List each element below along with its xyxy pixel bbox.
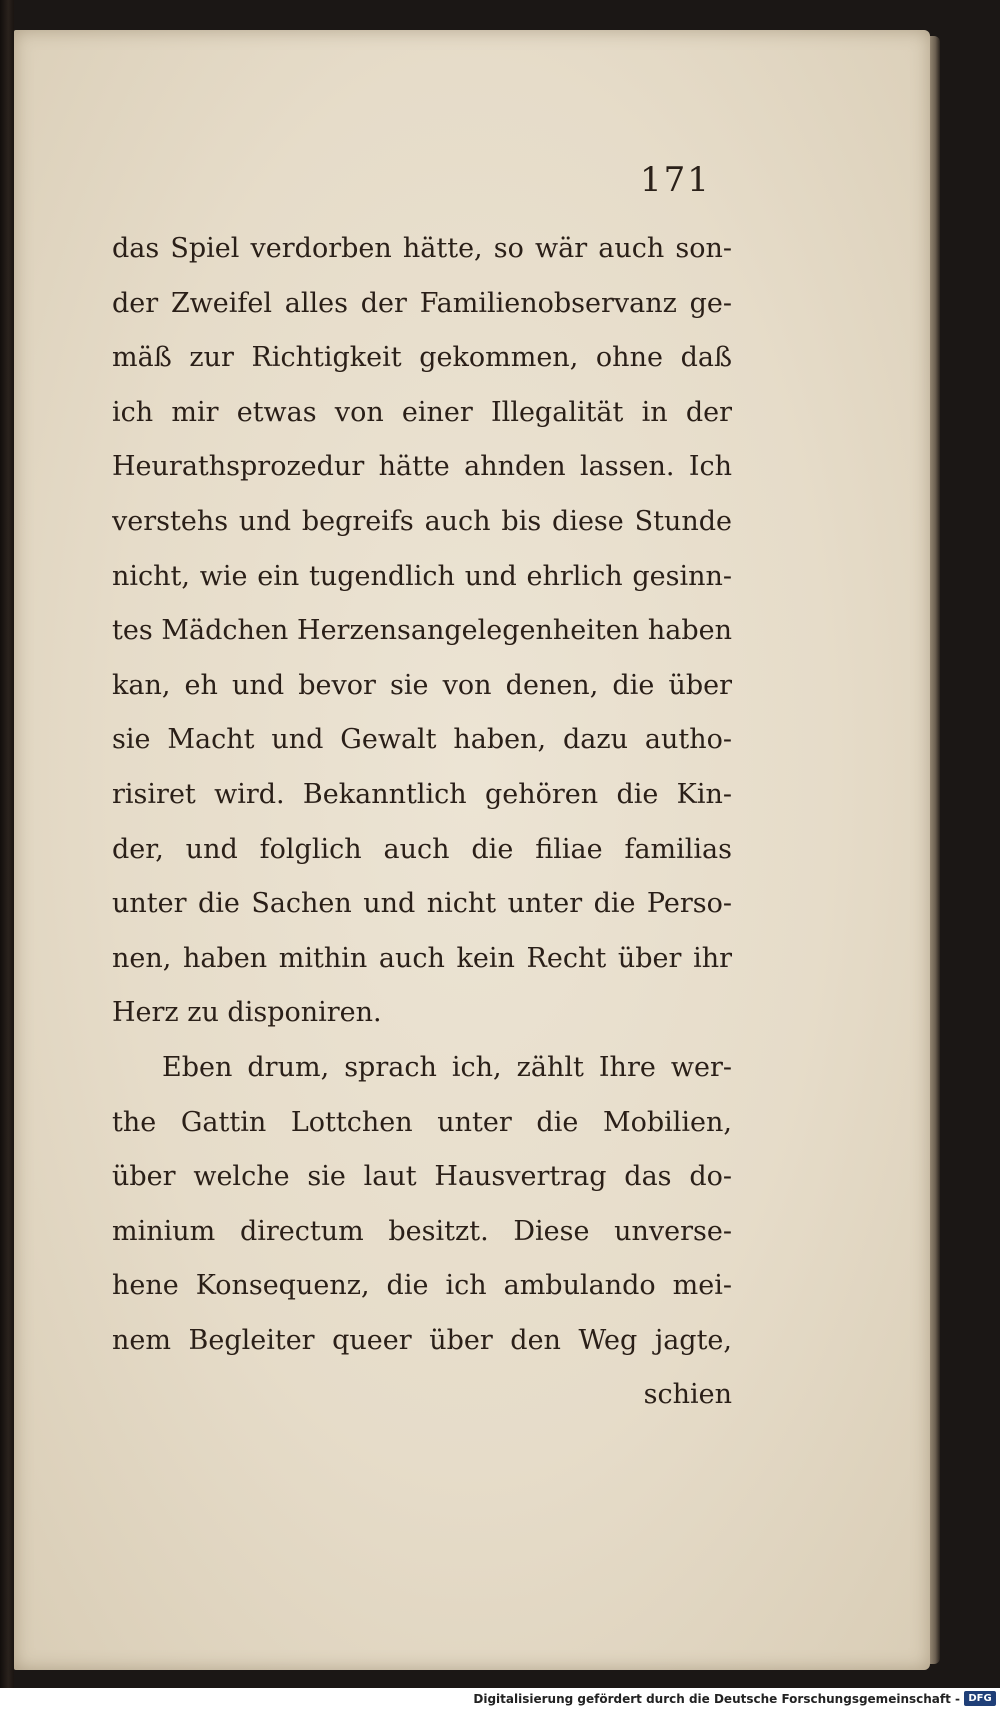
text-line: unter die Sachen und nicht unter die Perso- (112, 888, 732, 920)
text-line: Heurathsprozedur hätte ahnden lassen. Ich (112, 451, 732, 483)
text-line: the Gattin Lottchen unter die Mobilien, (112, 1106, 732, 1138)
text-line: der, und folglich auch die filiae familias (112, 833, 732, 865)
text-line: nen, haben mithin auch kein Recht über ihr (112, 942, 732, 974)
dfg-logo-icon: DFG (964, 1691, 996, 1706)
text-line: risiret wird. Bekanntlich gehören die Kin- (112, 778, 732, 810)
catchword: schien (643, 1379, 732, 1411)
text-line: mäß zur Richtigkeit gekommen, ohne daß (112, 342, 732, 374)
page-number: 171 (640, 160, 711, 200)
text-line: verstehs und begreifs auch bis diese Stunde (112, 505, 732, 537)
text-line: kan, eh und bevor sie von denen, die über (112, 669, 732, 701)
text-line: Eben drum, sprach ich, zählt Ihre wer- (162, 1051, 732, 1083)
funding-credit: Digitalisierung gefördert durch die Deutsche Forschungsgemeinschaft - (473, 1692, 960, 1706)
text-line: der Zweifel alles der Familienobservanz ge- (112, 287, 732, 319)
book-spine (0, 0, 14, 1688)
text-body (112, 222, 732, 1423)
text-line: über welche sie laut Hausvertrag das do- (112, 1161, 732, 1193)
text-line: das Spiel verdorben hätte, so wär auch son- (112, 233, 732, 264)
text-line: Herz zu disponiren. (112, 997, 382, 1029)
text-line: sie Macht und Gewalt haben, dazu autho- (112, 724, 732, 756)
text-line: tes Mädchen Herzensangelegenheiten haben (112, 615, 732, 647)
text-line: minium directum besitzt. Diese unverse- (112, 1215, 732, 1247)
text-line: nicht, wie ein tugendlich und ehrlich gesinn- (112, 560, 732, 592)
text-line: hene Konsequenz, die ich ambulando mei- (112, 1270, 732, 1302)
text-line: nem Begleiter queer über den Weg jagte, (112, 1324, 732, 1356)
text-line: ich mir etwas von einer Illegalität in der (112, 396, 732, 428)
digitization-footer (0, 1688, 1000, 1710)
